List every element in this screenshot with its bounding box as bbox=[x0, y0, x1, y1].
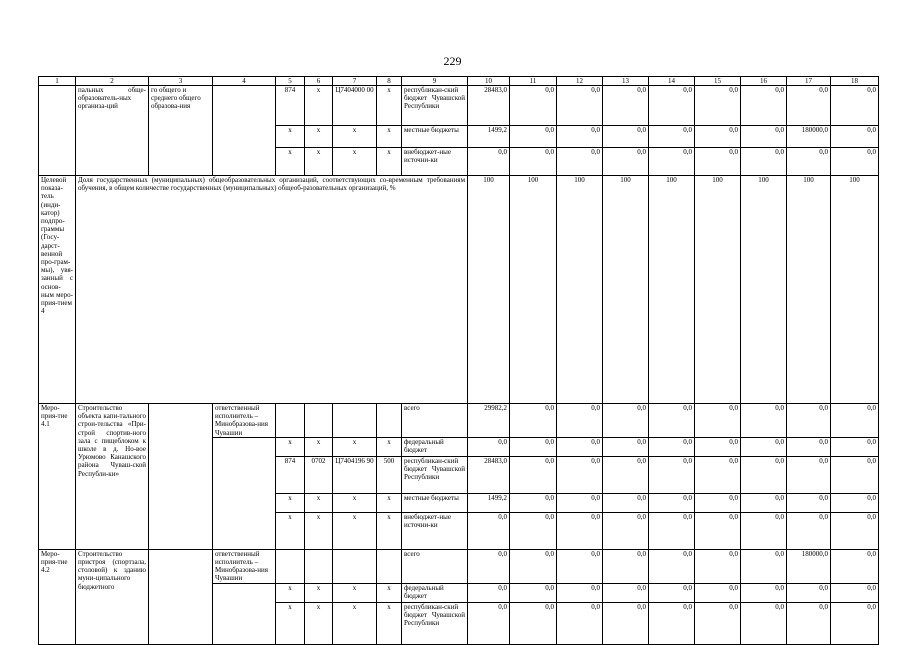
value-cell: 0,0 bbox=[831, 126, 879, 148]
event-name: Строительство объекта капи-тального строи-тельства «При-строй спортив-ного зала с пищеблоком к школе в д. Но-вое Урюмово Канашского района Чуваш-ской Республи-ки» bbox=[76, 404, 149, 550]
value-cell: 0,0 bbox=[510, 456, 557, 493]
column-number: 4 bbox=[213, 77, 276, 86]
value-cell: 0,0 bbox=[468, 512, 510, 549]
value-cell: 0,0 bbox=[787, 583, 831, 602]
funding-source: всего bbox=[402, 404, 468, 438]
column-number: 18 bbox=[831, 77, 879, 86]
event-subject: го общего и среднего общего образова-ния bbox=[149, 86, 213, 176]
indicator-value: 100 bbox=[603, 176, 649, 404]
value-cell: 0,0 bbox=[695, 549, 741, 583]
value-cell: 0,0 bbox=[787, 493, 831, 512]
code-cell: x bbox=[305, 583, 333, 602]
code-cell bbox=[333, 549, 377, 583]
table-cell bbox=[213, 583, 276, 644]
column-number: 9 bbox=[402, 77, 468, 86]
value-cell: 0,0 bbox=[741, 404, 787, 438]
value-cell: 0,0 bbox=[468, 148, 510, 176]
value-cell: 0,0 bbox=[741, 493, 787, 512]
value-cell: 0,0 bbox=[787, 512, 831, 549]
value-cell: 0,0 bbox=[695, 493, 741, 512]
value-cell: 0,0 bbox=[557, 549, 603, 583]
value-cell: 0,0 bbox=[787, 456, 831, 493]
value-cell: 0,0 bbox=[831, 512, 879, 549]
code-cell: x bbox=[333, 437, 377, 456]
value-cell: 0,0 bbox=[557, 404, 603, 438]
code-cell: x bbox=[276, 512, 305, 549]
code-cell: 874 bbox=[276, 456, 305, 493]
code-cell: x bbox=[377, 86, 402, 126]
value-cell: 0,0 bbox=[831, 86, 879, 126]
value-cell: 0,0 bbox=[787, 86, 831, 126]
value-cell: 0,0 bbox=[649, 602, 695, 644]
code-cell: x bbox=[377, 126, 402, 148]
code-cell: x bbox=[305, 148, 333, 176]
table-cell bbox=[213, 437, 276, 549]
code-cell: x bbox=[276, 148, 305, 176]
code-cell bbox=[305, 404, 333, 438]
value-cell: 0,0 bbox=[557, 602, 603, 644]
value-cell: 1499,2 bbox=[468, 126, 510, 148]
value-cell: 0,0 bbox=[603, 512, 649, 549]
column-number: 3 bbox=[149, 77, 213, 86]
code-cell: x bbox=[333, 493, 377, 512]
value-cell: 0,0 bbox=[468, 549, 510, 583]
code-cell: x bbox=[276, 493, 305, 512]
value-cell: 29982,2 bbox=[468, 404, 510, 438]
code-cell: x bbox=[377, 583, 402, 602]
value-cell: 0,0 bbox=[649, 512, 695, 549]
indicator-label: Целевой показа-тель (инди-катор) подпро-граммы (Госу-дарст-венной про-грам-мы), увя-занный с основ-ным меро-прия-тием 4 bbox=[39, 176, 76, 404]
code-cell: 500 bbox=[377, 456, 402, 493]
funding-source: внебюджет-ные источни-ки bbox=[402, 512, 468, 549]
code-cell: 874 bbox=[276, 86, 305, 126]
value-cell: 0,0 bbox=[787, 148, 831, 176]
value-cell: 0,0 bbox=[603, 148, 649, 176]
code-cell: x bbox=[333, 583, 377, 602]
value-cell: 0,0 bbox=[557, 148, 603, 176]
code-cell: x bbox=[276, 602, 305, 644]
column-number: 13 bbox=[603, 77, 649, 86]
value-cell: 0,0 bbox=[831, 583, 879, 602]
value-cell: 0,0 bbox=[603, 404, 649, 438]
value-cell: 0,0 bbox=[741, 602, 787, 644]
column-number: 10 bbox=[468, 77, 510, 86]
value-cell: 0,0 bbox=[649, 437, 695, 456]
indicator-value: 100 bbox=[695, 176, 741, 404]
column-number: 15 bbox=[695, 77, 741, 86]
funding-source: республикан-ский бюджет Чувашской Республики bbox=[402, 86, 468, 126]
value-cell: 28483,0 bbox=[468, 86, 510, 126]
funding-source: федеральный бюджет bbox=[402, 437, 468, 456]
value-cell: 0,0 bbox=[510, 549, 557, 583]
responsible-executor: ответственный исполнитель – Минобразова-ния Чувашии bbox=[213, 549, 276, 583]
value-cell: 0,0 bbox=[741, 126, 787, 148]
code-cell: x bbox=[377, 512, 402, 549]
value-cell: 0,0 bbox=[468, 583, 510, 602]
code-cell: x bbox=[305, 126, 333, 148]
value-cell: 0,0 bbox=[695, 437, 741, 456]
table-row bbox=[39, 86, 879, 126]
code-cell: 0702 bbox=[305, 456, 333, 493]
code-cell: Ц7404196 90 bbox=[333, 456, 377, 493]
budget-table bbox=[38, 76, 879, 645]
code-cell bbox=[377, 404, 402, 438]
indicator-text: Доля государственных (муниципальных) общеобразовательных организаций, соответствующих со-временным требованиям обучения, в общем количестве государственных (муниципальных) общеоб-разовательных организаций, % bbox=[76, 176, 468, 404]
code-cell bbox=[377, 549, 402, 583]
code-cell: x bbox=[333, 148, 377, 176]
code-cell bbox=[276, 404, 305, 438]
value-cell: 0,0 bbox=[695, 583, 741, 602]
funding-source: всего bbox=[402, 549, 468, 583]
column-number: 12 bbox=[557, 77, 603, 86]
table-row bbox=[39, 549, 879, 583]
value-cell: 0,0 bbox=[510, 512, 557, 549]
column-number: 7 bbox=[333, 77, 377, 86]
code-cell: x bbox=[305, 512, 333, 549]
funding-source: местные бюджеты bbox=[402, 126, 468, 148]
value-cell: 0,0 bbox=[649, 148, 695, 176]
responsible-executor: ответственный исполнитель – Минобразова-ния Чувашии bbox=[213, 404, 276, 438]
code-cell: x bbox=[333, 602, 377, 644]
value-cell: 0,0 bbox=[831, 493, 879, 512]
code-cell bbox=[305, 549, 333, 583]
value-cell: 0,0 bbox=[603, 602, 649, 644]
column-number: 16 bbox=[741, 77, 787, 86]
value-cell: 0,0 bbox=[603, 549, 649, 583]
value-cell: 0,0 bbox=[831, 148, 879, 176]
value-cell: 0,0 bbox=[557, 126, 603, 148]
value-cell: 0,0 bbox=[603, 456, 649, 493]
event-label: Меро-прия-тие 4.1 bbox=[39, 404, 76, 550]
value-cell: 0,0 bbox=[557, 86, 603, 126]
value-cell: 0,0 bbox=[510, 126, 557, 148]
table-body bbox=[39, 77, 879, 645]
code-cell: x bbox=[377, 148, 402, 176]
code-cell: x bbox=[305, 86, 333, 126]
value-cell: 0,0 bbox=[510, 86, 557, 126]
value-cell: 1499,2 bbox=[468, 493, 510, 512]
column-number-row bbox=[39, 77, 879, 86]
value-cell: 0,0 bbox=[510, 493, 557, 512]
value-cell: 180000,0 bbox=[787, 549, 831, 583]
column-number: 8 bbox=[377, 77, 402, 86]
value-cell: 0,0 bbox=[649, 404, 695, 438]
value-cell: 0,0 bbox=[603, 86, 649, 126]
value-cell: 0,0 bbox=[787, 437, 831, 456]
value-cell: 0,0 bbox=[695, 512, 741, 549]
value-cell: 0,0 bbox=[649, 583, 695, 602]
code-cell: x bbox=[276, 126, 305, 148]
value-cell: 0,0 bbox=[695, 456, 741, 493]
code-cell: x bbox=[333, 126, 377, 148]
funding-source: местные бюджеты bbox=[402, 493, 468, 512]
value-cell: 0,0 bbox=[603, 583, 649, 602]
value-cell: 0,0 bbox=[557, 583, 603, 602]
value-cell: 0,0 bbox=[787, 602, 831, 644]
value-cell: 0,0 bbox=[603, 437, 649, 456]
value-cell: 0,0 bbox=[695, 86, 741, 126]
value-cell: 0,0 bbox=[695, 404, 741, 438]
value-cell: 0,0 bbox=[831, 549, 879, 583]
code-cell bbox=[333, 404, 377, 438]
value-cell: 180000,0 bbox=[787, 126, 831, 148]
value-cell: 0,0 bbox=[649, 549, 695, 583]
funding-source: республикан-ский бюджет Чувашской Республики bbox=[402, 456, 468, 493]
value-cell: 0,0 bbox=[741, 148, 787, 176]
indicator-value: 100 bbox=[831, 176, 879, 404]
value-cell: 28483,0 bbox=[468, 456, 510, 493]
value-cell: 0,0 bbox=[510, 437, 557, 456]
value-cell: 0,0 bbox=[557, 512, 603, 549]
indicator-row bbox=[39, 176, 879, 404]
column-number: 11 bbox=[510, 77, 557, 86]
event-name: пальных обще-образователь-ных организа-ций bbox=[76, 86, 149, 176]
value-cell: 0,0 bbox=[649, 126, 695, 148]
value-cell: 0,0 bbox=[787, 404, 831, 438]
value-cell: 0,0 bbox=[510, 148, 557, 176]
event-name: Строительство пристроя (спортзала, столовой) к зданию муни-ципального бюджетного bbox=[76, 549, 149, 644]
column-number: 17 bbox=[787, 77, 831, 86]
value-cell: 0,0 bbox=[831, 404, 879, 438]
column-number: 2 bbox=[76, 77, 149, 86]
funding-source: федеральный бюджет bbox=[402, 583, 468, 602]
value-cell: 0,0 bbox=[510, 602, 557, 644]
code-cell: x bbox=[333, 512, 377, 549]
indicator-value: 100 bbox=[510, 176, 557, 404]
value-cell: 0,0 bbox=[603, 493, 649, 512]
page-number: 229 bbox=[443, 54, 462, 68]
value-cell: 0,0 bbox=[603, 126, 649, 148]
code-cell: x bbox=[276, 583, 305, 602]
code-cell: Ц7404000 00 bbox=[333, 86, 377, 126]
code-cell: x bbox=[377, 602, 402, 644]
value-cell: 0,0 bbox=[831, 437, 879, 456]
value-cell: 0,0 bbox=[468, 437, 510, 456]
value-cell: 0,0 bbox=[741, 583, 787, 602]
value-cell: 0,0 bbox=[695, 602, 741, 644]
table-cell bbox=[149, 404, 213, 550]
value-cell: 0,0 bbox=[468, 602, 510, 644]
code-cell: x bbox=[276, 437, 305, 456]
value-cell: 0,0 bbox=[557, 456, 603, 493]
value-cell: 0,0 bbox=[831, 456, 879, 493]
column-number: 5 bbox=[276, 77, 305, 86]
value-cell: 0,0 bbox=[510, 404, 557, 438]
indicator-value: 100 bbox=[557, 176, 603, 404]
value-cell: 0,0 bbox=[741, 549, 787, 583]
value-cell: 0,0 bbox=[741, 86, 787, 126]
value-cell: 0,0 bbox=[557, 493, 603, 512]
indicator-value: 100 bbox=[741, 176, 787, 404]
value-cell: 0,0 bbox=[741, 456, 787, 493]
value-cell: 0,0 bbox=[741, 512, 787, 549]
event-label: Меро-прия-тие 4.2 bbox=[39, 549, 76, 644]
column-number: 14 bbox=[649, 77, 695, 86]
code-cell: x bbox=[377, 493, 402, 512]
code-cell: x bbox=[305, 602, 333, 644]
code-cell: x bbox=[305, 493, 333, 512]
funding-source: внебюджет-ные источни-ки bbox=[402, 148, 468, 176]
value-cell: 0,0 bbox=[649, 456, 695, 493]
column-number: 1 bbox=[39, 77, 76, 86]
value-cell: 0,0 bbox=[649, 493, 695, 512]
value-cell: 0,0 bbox=[831, 602, 879, 644]
code-cell: x bbox=[377, 437, 402, 456]
code-cell bbox=[276, 549, 305, 583]
value-cell: 0,0 bbox=[695, 126, 741, 148]
table-row bbox=[39, 404, 879, 438]
indicator-value: 100 bbox=[649, 176, 695, 404]
table-cell bbox=[39, 86, 76, 176]
code-cell: x bbox=[305, 437, 333, 456]
funding-source: республикан-ский бюджет Чувашской Республики bbox=[402, 602, 468, 644]
value-cell: 0,0 bbox=[649, 86, 695, 126]
value-cell: 0,0 bbox=[510, 583, 557, 602]
table-cell bbox=[149, 549, 213, 644]
value-cell: 0,0 bbox=[741, 437, 787, 456]
value-cell: 0,0 bbox=[557, 437, 603, 456]
value-cell: 0,0 bbox=[695, 148, 741, 176]
column-number: 6 bbox=[305, 77, 333, 86]
indicator-value: 100 bbox=[787, 176, 831, 404]
table-cell bbox=[213, 86, 276, 176]
indicator-value: 100 bbox=[468, 176, 510, 404]
